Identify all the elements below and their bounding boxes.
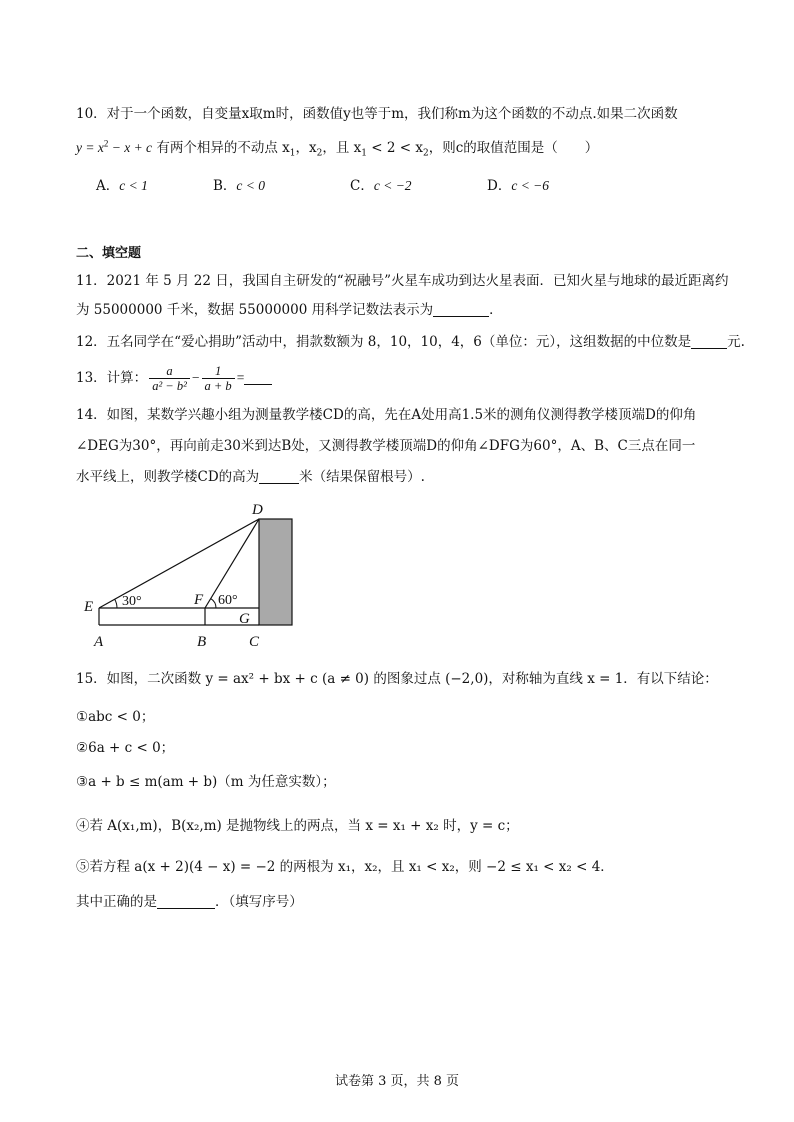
q10-option-d[interactable]: D．c < −6 (487, 178, 550, 194)
q15-answer-blank[interactable] (157, 894, 215, 909)
q10-line1 (0, 104, 794, 124)
q10-func-b: − x + c (108, 140, 153, 155)
q10-line2: $y = x^2 - x + c$ 有两个相异的不动点 $x_1$，$x_2$，且 $x_1 < 2 < x_2$，则c的取值范围是（ ） (76, 138, 599, 159)
q15-conclusion-2: ②6a + c < 0； (76, 740, 175, 756)
geometry-figure (76, 498, 306, 658)
angle-30-label: 30° (122, 594, 142, 609)
q12-line (0, 332, 794, 352)
q10-option-b[interactable]: B．c < 0 (213, 178, 266, 194)
q15-tail-end: ．（填写序号） (215, 894, 303, 910)
label-d: D (252, 502, 263, 518)
q13-equals: = (236, 370, 245, 385)
q13-line (0, 362, 794, 396)
q12-text: 12．五名同学在“爱心捐助”活动中，捐款数额为 8，10，10，4，6（单位：元），这组数据的中位数是 (76, 334, 692, 350)
q15-conclusion-3: ③a + b ≤ m(am + b)（m 为任意实数）； (76, 774, 336, 790)
q13-fraction-1: $\frac{a}{\text{a² − b²}}$ (149, 364, 190, 393)
q10-option-c[interactable]: C．c < −2 (350, 178, 412, 194)
q10-ask: ，则c的取值范围是（ ） (428, 140, 599, 156)
label-b: B (197, 634, 207, 650)
q14-end: 米（结果保留根号）. (299, 469, 425, 485)
q13-prefix: 13．计算： (76, 370, 148, 386)
q10-option-a[interactable]: A．c < 1 (96, 178, 148, 194)
q12-answer-blank[interactable] (691, 334, 727, 349)
q11-text: 为 55000000 千米，数据 55000000 用科学记数法表示为 (76, 302, 434, 318)
q13-answer-blank[interactable] (244, 370, 272, 385)
q11-line2 (0, 300, 794, 320)
q10-fixed-points: 有两个相异的不动点 x (152, 140, 290, 156)
q15-tail (0, 892, 794, 912)
q15-line1: 15．如图，二次函数 y = ax² + bx + c (a ≠ 0) 的图象过点 (−2,0)，对称轴为直线 x = 1．有以下结论： (76, 671, 718, 687)
q14-line3 (0, 467, 794, 487)
q10-stem: 10．对于一个函数，自变量x取m时，函数值y也等于m，我们称m为这个函数的不动点.如果二次函数 (76, 106, 678, 122)
page-footer: 试卷第 3 页，共 8 页 (334, 1074, 460, 1089)
building-cd (259, 519, 292, 625)
angle-arc-f (211, 599, 216, 608)
label-c: C (249, 634, 260, 650)
q12-end: 元. (727, 334, 745, 350)
label-a: A (94, 634, 104, 650)
q15-conclusion-5: ⑤若方程 a(x + 2)(4 − x) = −2 的两根为 x₁，x₂，且 x₁ < x₂，则 −2 ≤ x₁ < x₂ < 4． (76, 859, 614, 875)
q15-conclusion-1: ①abc < 0； (76, 709, 155, 725)
section-heading: 二、填空题 (76, 246, 142, 261)
angle-arc-e (115, 599, 117, 608)
q10-func-a: y = x (76, 140, 104, 155)
q11-answer-blank[interactable] (433, 302, 489, 317)
q15-conclusion-4: ④若 A(x₁,m)，B(x₂,m) 是抛物线上的两点，当 x = x₁ + x₂ 时，y = c； (76, 818, 519, 834)
q14-line2: ∠DEG为30°，再向前走30米到达B处，又测得教学楼顶端D的仰角∠DFG为60°，A、B、C三点在同一 (76, 438, 696, 454)
q10-cond: ，且 x (322, 140, 362, 156)
label-g: G (239, 611, 250, 627)
q13-minus: − (191, 370, 200, 385)
q11-end: ． (489, 302, 503, 318)
q15-tail-text: 其中正确的是 (76, 894, 157, 910)
q14-answer-blank[interactable] (259, 469, 299, 484)
q11-line1: 11．2021 年 5 月 22 日，我国自主研发的“祝融号”火星车成功到达火星表面．已知火星与地球的最近距离约 (76, 273, 729, 289)
q14-line1: 14．如图，某数学兴趣小组为测量教学楼CD的高，先在A处用高1.5米的测角仪测得教学楼顶端D的仰角 (76, 407, 697, 423)
label-f: F (194, 592, 204, 608)
q13-fraction-2: $\frac{1}{a + b}$ (202, 364, 235, 393)
q10-ineq: < 2 < x (367, 140, 423, 156)
q10-x2: ，x (295, 140, 317, 156)
angle-60-label: 60° (218, 593, 238, 608)
label-e: E (84, 599, 94, 615)
q14-text: 水平线上，则教学楼CD的高为 (76, 469, 260, 485)
